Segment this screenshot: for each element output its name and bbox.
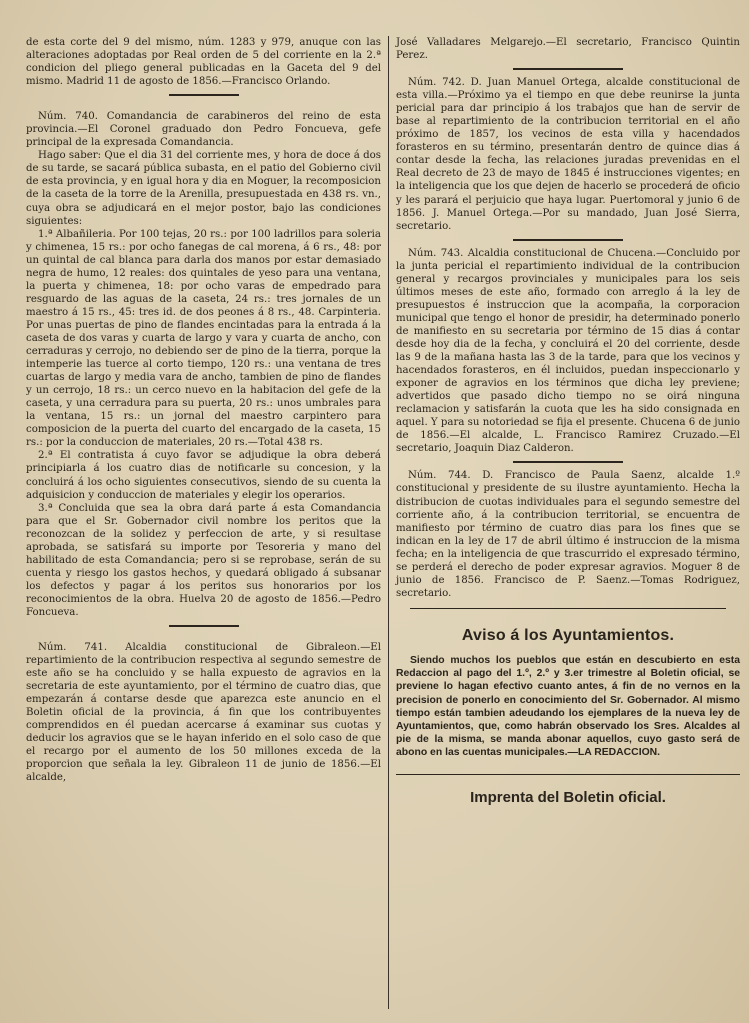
notice-741: Núm. 741. Alcaldia constitucional de Gibraleon.—El repartimiento de la contribucion respectiva al segundo semestre de este año se ha concluido y se halla expuesto de agravios en la secretaria de este ayuntamiento, por el término de cuatro dias, que empezarán á contarse desde que aparezca este anuncio en el Boletin oficial de la provincia, á fin que los contribuyentes comprendidos en él puedan acercarse á examinar sus cuotas y deducir los agravios que se le hayan inferido en el solo caso de que el recargo por el aumento de los 50 millones exceda de la proporcion que señala la ley. Gibraleon 11 de junio de 1856.—El alcalde, [26,642,381,784]
notice-740-condition-1: 1.ª Albañileria. Por 100 tejas, 20 rs.: por 100 ladrillos para soleria y chimenea, 15 rs.: por ocho fanegas de cal morena, á 6 rs., 48: por un quintal de cal blanca para darla dos manos por estar demasiado negra de humo, 12 reales: dos quintales de yeso para una ventana, la puerta y chimenea, 18: por ocho varas de empedrado para resguardo de las aguas de la caseta, 24 rs.: tres jornales de un maestro á 15 rs., 45: tres id. de dos peones á 8 rs., 48. Carpinteria. Por unas puertas de pino de flandes encintadas para la entrada á la caseta de dos varas y cuarta de largo y vara y cuarta de ancho, con cerraduras y cerrojo, no debiendo ser de pino de la tierra, porque la intemperie las tuerce al corto tiempo, 120 rs.: una ventana de tres cuartas de largo y media vara de ancho, tambien de pino de flandes y un cerrojo, 18 rs.: un cerco nuevo en la habitacion del gefe de la caseta, y una cerradura para su puerta, 20 rs.: unos umbrales para la ventana, 15 rs.: un jornal del maestro carpintero para composicion de la puerta del cuarto del encargado de la caseta, 15 rs.: por la conduccion de materiales, 20 rs.—Total 438 rs. [26,228,381,449]
notice-740-condition-3: 3.ª Concluida que sea la obra dará parte á esta Comandancia para que el Sr. Gobernador civil nombre los peritos que la reconozcan de la solidez y perfeccion de arte, y si resultase aprobada, se satisfará su importe por Tesoreria y mano del habilitado de esta Comandancia; pero si se reprobase, serán de su cuenta y riesgo los gastos hechos, y quedará obligado á subsanar los defectos y pagar á los peritos sus honorarios por los reconocimientos de la obra. Huelva 20 de agosto de 1856.—Pedro Foncueva. [26,502,381,618]
notice-743: Núm. 743. Alcaldia constitucional de Chucena.—Concluido por la junta pericial el repartimiento individual de la contribucion general y recargos provinciales y municipales para los seis últimos meses de este año, formado con arreglo á la ley de presupuestos é instruccion que la acompaña, la corporacion municipal que tengo el honor de presidir, ha determinado ponerlo de manifiesto en su secretaria por término de 15 dias á contar desde hoy dia de la fecha, y concluirá el 20 del corriente, desde las 9 de la mañana hasta las 3 de la tarde, para que los vecinos y hacendados forasteros, en él incluidos, puedan inspeccionarlo y exponer de agravios en los términos que dicha ley previene; advertidos que pasado dicho tiempo no se oirá ninguna reclamacion y satisfarán la cuota que les ha sido consignada en aquel. Y para su notoriedad se fija el presente. Chucena 6 de junio de 1856.—El alcalde, L. Francisco Ramirez Cruzado.—El secretario, Joaquin Diaz Calderon. [396,247,740,455]
notice-740-condition-2: 2.ª El contratista á cuyo favor se adjudique la obra deberá principiarla á los cuatro dias de notificarle su concesion, y la concluirá á los ocho siguientes consecutivos, siendo de su cuenta la adquisicion y conduccion de materiales y elegir los operarios. [26,450,381,501]
separator-rule [513,461,623,463]
notice-742: Núm. 742. D. Juan Manuel Ortega, alcalde constitucional de esta villa.—Próximo ya el tiempo en que debe reunirse la junta pericial para dar principio á los trabajos que han de servir de base al repartimiento de la contribucion territorial en el año próximo de 1857, los vecinos de esta villa y hacendados forasteros en su término, presentarán dentro de quince dias á contar desde la fecha, las relaciones juradas prevenidas en el Real decreto de 23 de mayo de 1845 é instrucciones vigentes; en la inteligencia que los que dejen de hacerlo se procederá de oficio y les parará el perjuicio que haya lugar. Puertomoral y junio 6 de 1856. J. Manuel Ortega.—Por su mandado, Juan José Sierra, secretario. [396,77,740,232]
notice-741-signature: José Valladares Melgarejo.—El secretario, Francisco Quintin Perez. [396,37,740,62]
separator-rule [513,68,623,70]
column-divider [388,36,389,1009]
right-column [396,36,740,1013]
separator-rule [396,774,740,775]
separator-rule [169,625,239,627]
left-column [26,36,381,1013]
notice-744: Núm. 744. D. Francisco de Paula Saenz, alcalde 1.º constitucional y presidente de su ilustre ayuntamiento. Hecha la distribucion de cuotas individuales para el segundo semestre del corriente año, á la contribucion territorial, se encuentra de manifiesto por término de cuatro dias para los fines que se indican en la ley de 17 de abril último é instruccion de la misma fecha; en la inteligencia de que trascurrido el expresado término, se perderá el derecho de poder expresar agravios. Moguer 8 de junio de 1856. Francisco de P. Saenz.—Tomas Rodriguez, secretario. [396,470,740,599]
printer-footer: Imprenta del Boletin oficial. [470,788,666,806]
separator-rule [169,94,239,96]
aviso-title: Aviso á los Ayuntamientos. [461,626,675,644]
notice-740-announcement: Hago saber: Que el dia 31 del corriente mes, y hora de doce á dos de su tarde, se sacará pública subasta, en el patio del Gobierno civil de esta provincia, y en igual hora y dia en Moguer, la recomposicion de la caseta de la torre de la Arenilla, presupuestada en 438 rs. vn., cuya obra se adjudicará en el mejor postor, bajo las condiciones siguientes: [26,150,381,227]
notice-740-heading: Núm. 740. Comandancia de carabineros del reino de esta provincia.—El Coronel graduado don Pedro Foncueva, gefe principal de la expresada Comandancia. [26,111,381,149]
separator-rule [410,608,726,609]
aviso-body: Siendo muchos los pueblos que están en descubierto en esta Redaccion al pago del 1.º, 2.º y 3.er trimestre al Boletin oficial, se previene lo hagan efectivo cuanto antes, á fin de no vernos en la precision de ponerlo en conocimiento del Sr. Gobernador. Al mismo tiempo están tambien adeudando los ejemplares de la nueva ley de Ayuntamientos, que, como habrán observado los Sres. Alcaldes al pie de la misma, se manda abonar aquellos, cuyo gasto será de abono en las cuentas municipales.—LA REDACCION. [396,654,740,759]
separator-rule [513,239,623,241]
continued-notice: de esta corte del 9 del mismo, núm. 1283 y 979, anuque con las alteraciones adoptadas por Real orden de 5 del corriente en la 2.ª condicion del pliego general publicadas en la Gaceta del 9 del mismo. Madrid 11 de agosto de 1856.—Francisco Orlando. [26,37,381,88]
